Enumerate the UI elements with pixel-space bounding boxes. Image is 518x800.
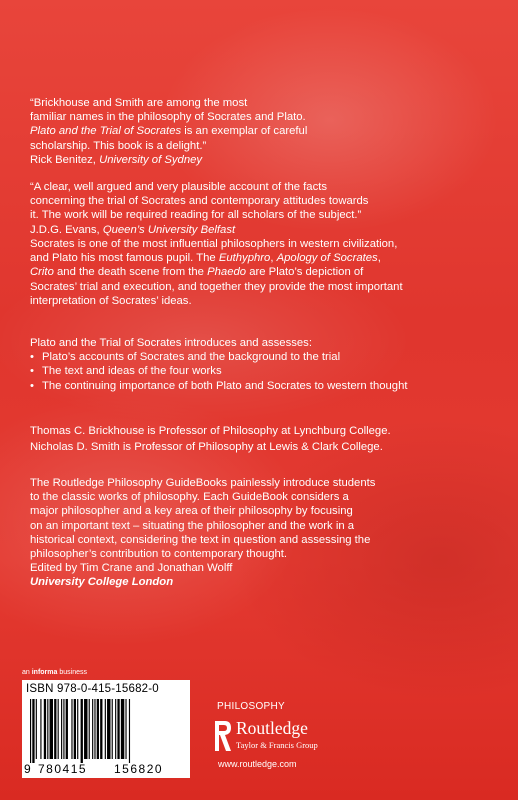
quote-line: “A clear, well argued and very plausible account of the facts — [30, 181, 328, 193]
publisher-website: www.routledge.com — [218, 759, 297, 769]
quote-line: “Brickhouse and Smith are among the most — [30, 97, 248, 109]
barcode-icon — [30, 699, 182, 763]
isbn-number: ISBN 978-0-415-15682-0 — [26, 683, 159, 695]
quote-line: scholarship. This book is a delight.” — [30, 139, 207, 152]
review-quote-2 — [30, 180, 500, 237]
introduces-section — [30, 336, 500, 393]
subject-category: PHILOSOPHY — [217, 701, 286, 712]
barcode-panel: ISBN 978-0-415-15682-0 9 780415 156820 — [22, 680, 190, 778]
list-item: • The continuing importance of both Plato and Socrates to western thought — [30, 379, 500, 393]
publisher-name: Routledge — [236, 718, 308, 738]
quote-line: familiar names in the philosophy of Socrates and Plato. — [30, 111, 306, 124]
book-title: Plato and the Trial of Socrates — [30, 125, 182, 138]
description-paragraph: Socrates is one of the most influential philosophers in western civilization, and Plato his most famous pupil. The Euthyphro, Apology of Socrates, Crito and the death scene from the Phaedo are Plato’s depiction of Socrates’ trial and execution, and together they provide the most important interpretation of Socrates’ ideas. — [30, 238, 403, 307]
quote-line: it. The work will be required reading for all scholars of the subject.” — [30, 209, 362, 222]
author-bios — [30, 424, 500, 454]
introduces-lead: Plato and the Trial of Socrates introduces and assesses: — [30, 337, 312, 349]
series-institution: University College London — [30, 576, 174, 589]
list-item: • The text and ideas of the four works — [30, 364, 500, 378]
informa-business-tag: an informa business — [22, 669, 87, 676]
topic-list — [30, 350, 500, 393]
list-item: • Plato’s accounts of Socrates and the background to the trial — [30, 350, 500, 364]
quote-attribution: Rick Benitez, University of Sydney — [30, 153, 203, 166]
author-bio: Thomas C. Brickhouse is Professor of Philosophy at Lynchburg College. — [30, 425, 391, 437]
quote-line: concerning the trial of Socrates and contemporary attitudes towards — [30, 195, 369, 208]
author-bio: Nicholas D. Smith is Professor of Philosophy at Lewis & Clark College. — [30, 441, 383, 454]
review-quote-1 — [30, 96, 500, 167]
quote-line: Plato and the Trial of Socrates is an exemplar of careful — [30, 125, 308, 138]
routledge-logo-icon — [214, 719, 232, 753]
publisher-group: Taylor & Francis Group — [236, 740, 318, 750]
quote-attribution: J.D.G. Evans, Queen’s University Belfast — [30, 223, 236, 236]
series-description: The Routledge Philosophy GuideBooks painlessly introduce students to the classic works of philosophy. Each GuideBook considers a major philosopher and a key area of their philosophy by focusing on an important text – situating the philosopher and the work in a historical context, considering the text in question and assessing the philosopher’s contribution to contemporary thought. Edited by Tim Crane and Jonathan Wolff University College London — [30, 476, 500, 590]
series-editors: Edited by Tim Crane and Jonathan Wolff — [30, 562, 233, 575]
